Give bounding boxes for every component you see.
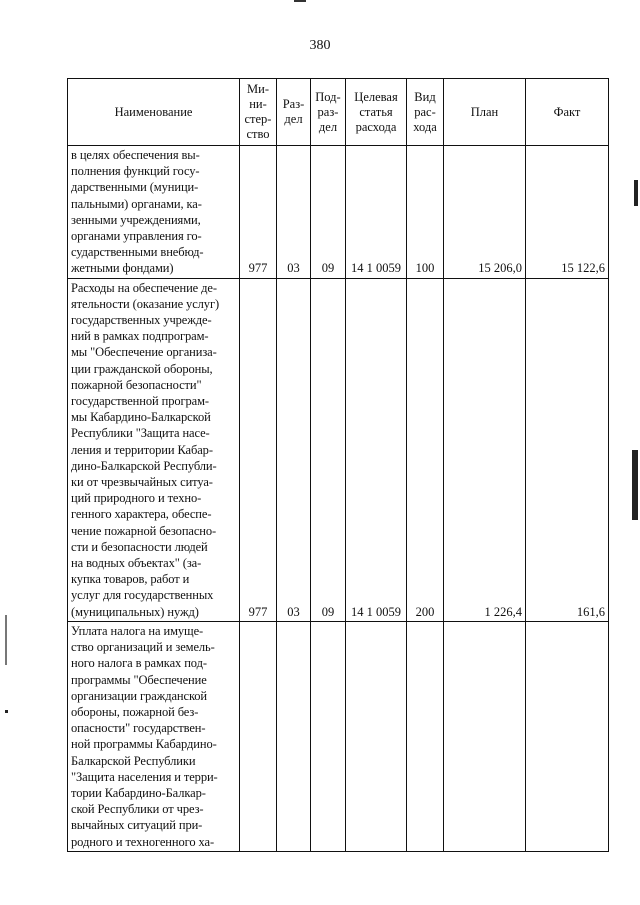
row-target: 14 1 0059 bbox=[346, 278, 407, 621]
row-subsection bbox=[311, 621, 346, 851]
row-subsection: 09 bbox=[311, 146, 346, 279]
header-fact: Факт bbox=[526, 79, 609, 146]
budget-table bbox=[67, 78, 609, 852]
row-subsection: 09 bbox=[311, 278, 346, 621]
table-row bbox=[68, 146, 609, 279]
scan-mark-left-dot bbox=[5, 710, 8, 713]
row-fact: 161,6 bbox=[526, 278, 609, 621]
row-ministry: 977 bbox=[240, 146, 277, 279]
scan-mark-right-middle bbox=[632, 450, 638, 520]
row-section bbox=[277, 621, 311, 851]
row-section: 03 bbox=[277, 146, 311, 279]
scan-mark-left bbox=[5, 615, 7, 665]
row-ministry bbox=[240, 621, 277, 851]
page-number: 380 bbox=[309, 38, 331, 53]
header-subsection: Под- раз- дел bbox=[311, 79, 346, 146]
header-name: Наименование bbox=[68, 79, 240, 146]
header-ministry: Ми- ни- стер- ство bbox=[240, 79, 277, 146]
row-expense-type: 100 bbox=[407, 146, 444, 279]
header-target: Целевая статья расхода bbox=[346, 79, 407, 146]
row-name: Уплата налога на имуще- ство организаций и земель- ного налога в рамках под- программы "Обеспечение организации гражданской обороны, пожарной без- опасности" государствен- ной программы Кабардино- Балкарской Республики "Защита населения и терри- тории Кабардино-Балкар- ской Республики от чрез- вычайных ситуаций при- родного и техногенного ха- bbox=[68, 621, 240, 851]
row-expense-type bbox=[407, 621, 444, 851]
row-plan bbox=[444, 621, 526, 851]
row-plan: 15 206,0 bbox=[444, 146, 526, 279]
row-name: в целях обеспечения вы- полнения функций госу- дарственными (муници- пальными) органами, ка- зенными учреждениями, органами управления го- сударственными внебюд- жетными фондами) bbox=[68, 146, 240, 279]
table-row bbox=[68, 621, 609, 851]
table-row bbox=[68, 278, 609, 621]
row-section: 03 bbox=[277, 278, 311, 621]
scan-mark-right-top bbox=[634, 180, 638, 206]
row-fact: 15 122,6 bbox=[526, 146, 609, 279]
row-expense-type: 200 bbox=[407, 278, 444, 621]
top-dash-mark bbox=[294, 0, 306, 2]
row-name: Расходы на обеспечение де- ятельности (оказание услуг) государственных учрежде- ний в рамках подпрограм- мы "Обеспечение организа- ции гражданской обороны, пожарной безопасности" государственной програм- мы Кабардино-Балкарской Республики "Защита насе- ления и территории Кабар- дино-Балкарской Республи- ки от чрезвычайных ситуа- ций природного и техно- генного характера, обеспе- чение пожарной безопасно- сти и безопасности людей на водных объектах" (за- купка товаров, работ и услуг для государственных (муниципальных) нужд) bbox=[68, 278, 240, 621]
row-ministry: 977 bbox=[240, 278, 277, 621]
row-target: 14 1 0059 bbox=[346, 146, 407, 279]
row-plan: 1 226,4 bbox=[444, 278, 526, 621]
header-expense-type: Вид рас- хода bbox=[407, 79, 444, 146]
header-section: Раз- дел bbox=[277, 79, 311, 146]
header-plan: План bbox=[444, 79, 526, 146]
header-row bbox=[68, 79, 609, 146]
row-fact bbox=[526, 621, 609, 851]
row-target bbox=[346, 621, 407, 851]
